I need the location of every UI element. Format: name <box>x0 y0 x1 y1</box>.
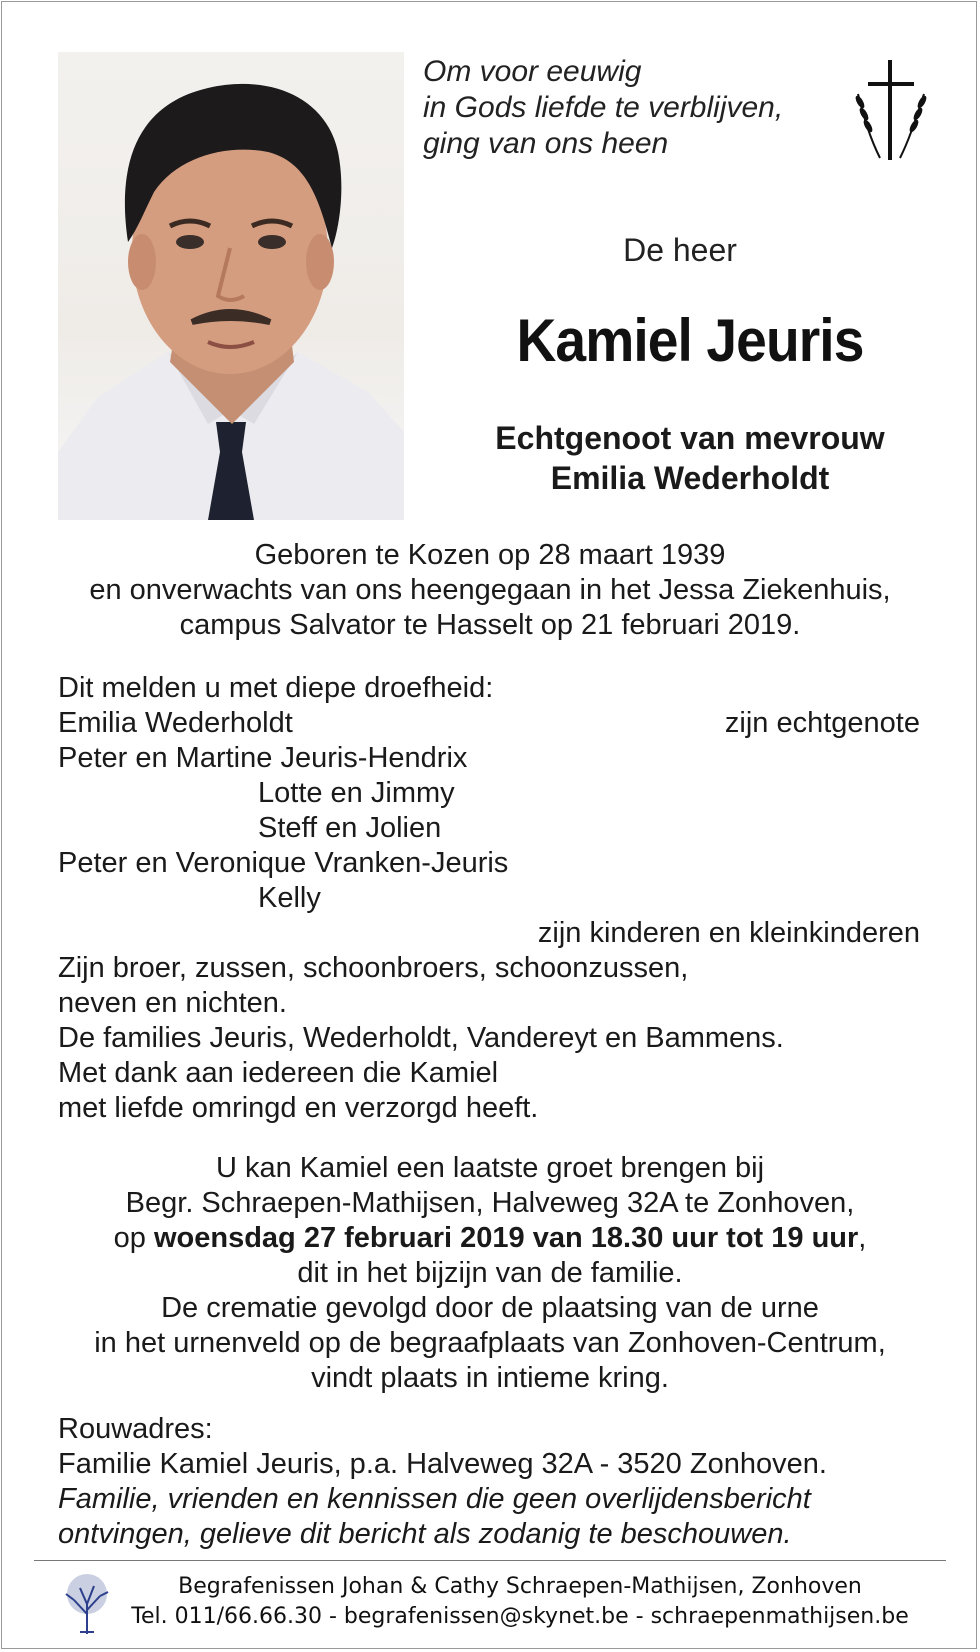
spouse-block <box>420 418 960 498</box>
spouse-line-1: Echtgenoot van mevrouw <box>495 420 885 456</box>
address-note-2: ontvingen, gelieve dit bericht als zodanig te beschouwen. <box>58 1518 792 1550</box>
family-row-children-role <box>58 916 920 951</box>
birth-line-2: en onverwachts van ons heengegaan in het Jessa Ziekenhuis, <box>89 574 891 606</box>
family-grandchild-2: Steff en Jolien <box>258 812 442 844</box>
visitation-line-7: vindt plaats in intieme kring. <box>311 1362 669 1394</box>
family-other-4: Met dank aan iedereen die Kamiel <box>58 1057 499 1089</box>
family-spouse-name: Emilia Wederholdt <box>58 707 293 739</box>
family-other-1: Zijn broer, zussen, schoonbroers, schoonzussen, <box>58 952 689 984</box>
birth-line-3: campus Salvator te Hasselt op 21 februari 2019. <box>179 609 801 641</box>
family-child-2: Peter en Veronique Vranken-Jeuris <box>58 847 509 879</box>
quote-line-1: Om voor eeuwig <box>423 55 642 88</box>
footer-line-2: Tel. 011/66.66.30 - begrafenissen@skynet.be - schraepenmathijsen.be <box>131 1604 909 1629</box>
family-child-1: Peter en Martine Jeuris-Hendrix <box>58 742 468 774</box>
quote-line-2: in Gods liefde te verblijven, <box>423 91 784 124</box>
visitation-line-5: De crematie gevolgd door de plaatsing van de urne <box>161 1292 819 1324</box>
visitation-line-4: dit in het bijzijn van de familie. <box>297 1257 683 1289</box>
visitation-line-2: Begr. Schraepen-Mathijsen, Halveweg 32A te Zonhoven, <box>125 1187 855 1219</box>
visitation-line-3 <box>20 1221 960 1256</box>
salutation: De heer <box>623 232 737 268</box>
mourning-address-block <box>58 1412 827 1552</box>
birth-death-block <box>20 538 960 643</box>
address-label: Rouwadres: <box>58 1413 213 1445</box>
family-other-5: met liefde omringd en verzorgd heeft. <box>58 1092 539 1124</box>
family-grandchild-3: Kelly <box>258 882 321 914</box>
visitation-line-6: in het urnenveld op de begraafplaats van Zonhoven-Centrum, <box>94 1327 886 1359</box>
birth-line-1: Geboren te Kozen op 28 maart 1939 <box>254 539 726 571</box>
portrait-photo <box>58 52 404 520</box>
family-row-spouse <box>58 706 920 741</box>
visitation-suffix: , <box>858 1222 867 1254</box>
visitation-line-1: U kan Kamiel een laatste groet brengen bij <box>215 1152 765 1184</box>
family-spouse-role: zijn echtgenote <box>724 707 920 739</box>
undertaker-footer <box>110 1572 930 1632</box>
family-other-2: neven en nichten. <box>58 987 287 1019</box>
quote-line-3: ging van ons heen <box>423 127 669 160</box>
family-list <box>58 671 920 1126</box>
family-children-role: zijn kinderen en kleinkinderen <box>537 917 920 949</box>
deceased-name: Kamiel Jeuris <box>516 307 864 374</box>
spouse-line-2: Emilia Wederholdt <box>550 460 830 496</box>
memorial-quote <box>423 54 783 162</box>
visitation-block <box>20 1151 960 1396</box>
family-other-3: De families Jeuris, Wederholdt, Vandereyt en Bammens. <box>58 1022 784 1054</box>
tree-logo-icon <box>62 1570 112 1636</box>
visitation-prefix: op <box>113 1222 154 1254</box>
family-intro: Dit melden u met diepe droefheid: <box>58 672 494 704</box>
visitation-datetime: woensdag 27 februari 2019 van 18.30 uur tot 19 uur <box>153 1222 859 1254</box>
family-grandchild-1: Lotte en Jimmy <box>258 777 455 809</box>
address-line: Familie Kamiel Jeuris, p.a. Halveweg 32A - 3520 Zonhoven. <box>58 1448 827 1480</box>
footer-divider <box>34 1560 946 1561</box>
footer-line-1: Begrafenissen Johan & Cathy Schraepen-Mathijsen, Zonhoven <box>178 1574 862 1599</box>
cross-with-wheat-icon <box>850 58 932 162</box>
address-note-1: Familie, vrienden en kennissen die geen overlijdensbericht <box>58 1483 811 1515</box>
portrait-illustration <box>58 52 404 520</box>
